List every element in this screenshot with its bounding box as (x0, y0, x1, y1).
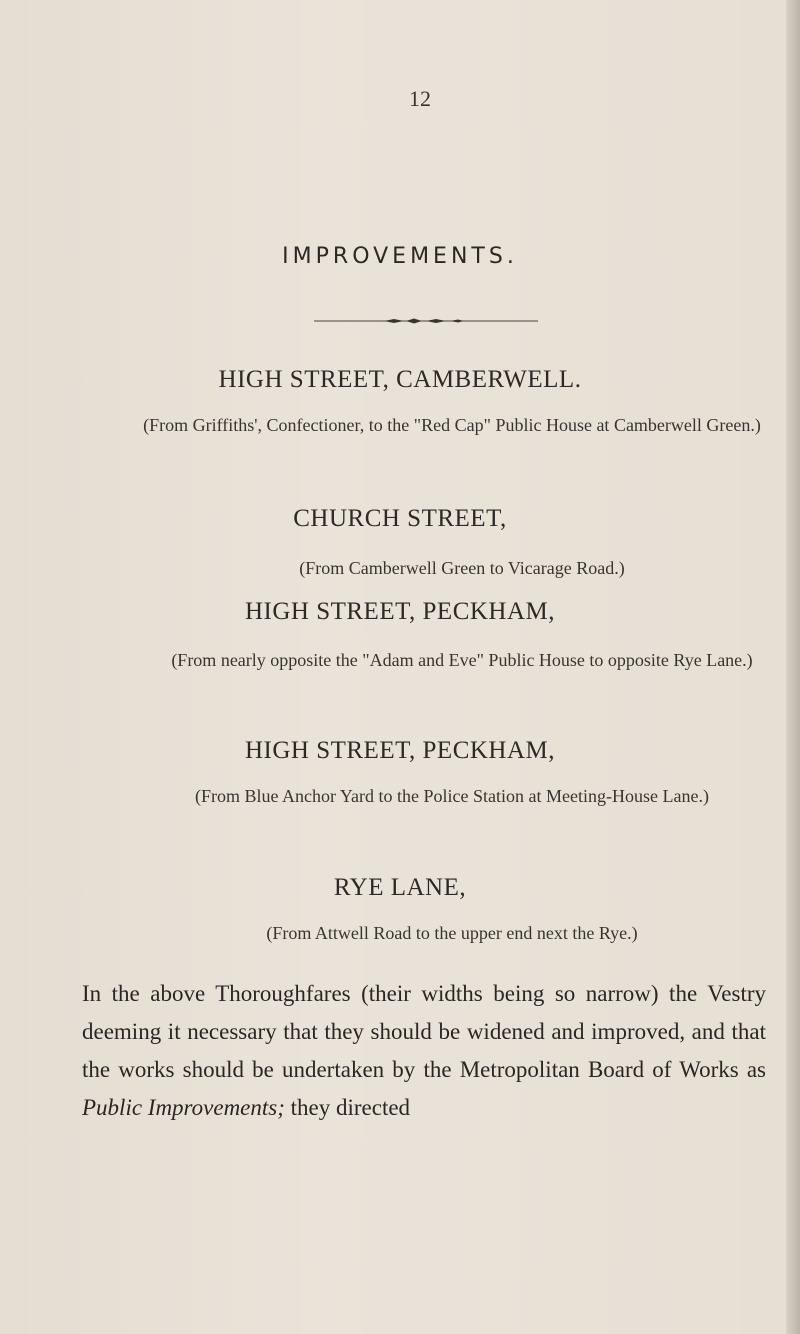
section-note-high-street-camberwell: (From Griffiths', Confectioner, to the "Red Cap" Public House at Camberwell Green.) (143, 415, 761, 435)
section-heading-church-street: CHURCH STREET, (293, 505, 507, 532)
section-heading-high-street-camberwell: HIGH STREET, CAMBERWELL. (218, 366, 582, 393)
body-paragraph-emphasis: Public Improvements; (82, 1095, 285, 1120)
ornamental-divider (314, 316, 538, 326)
section-note-high-street-peckham-2: (From Blue Anchor Yard to the Police Station at Meeting-House Lane.) (195, 786, 709, 806)
page-number: 12 (409, 86, 431, 111)
section-heading-high-street-peckham-1: HIGH STREET, PECKHAM, (244, 598, 556, 625)
section-note-rye-lane: (From Attwell Road to the upper end next the Rye.) (266, 923, 638, 943)
body-paragraph-end: they directed (284, 1095, 411, 1120)
section-note-church-street: (From Camberwell Green to Vicarage Road.) (299, 558, 625, 578)
section-heading-high-street-peckham-2: HIGH STREET, PECKHAM, (244, 737, 556, 764)
page-title: IMPROVEMENTS. (282, 244, 518, 269)
section-heading-rye-lane: RYE LANE, (333, 874, 467, 901)
body-paragraph-start: In the above Thoroughfares (their widths being so narrow) the Vestry deeming it necessary that they should be widened and improved, and that the works should be undertaken by the Metropolitan Board of Works as (82, 981, 766, 1082)
page-edge-shadow (786, 0, 800, 1334)
body-paragraph (82, 975, 766, 1127)
section-note-high-street-peckham-1: (From nearly opposite the "Adam and Eve" Public House to opposite Rye Lane.) (171, 650, 753, 670)
